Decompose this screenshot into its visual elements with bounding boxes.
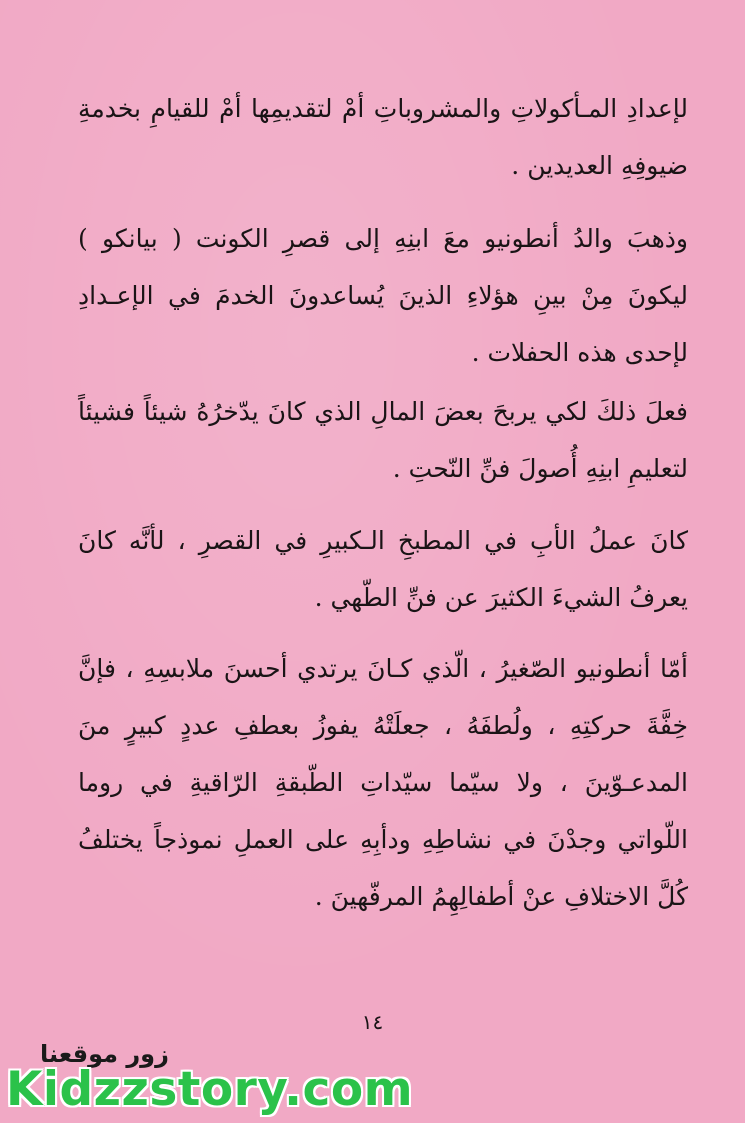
paragraph-1: لإعدادِ المـأكولاتِ والمشروباتِ أمْ لتقديمِها أمْ للقيامِ بخدمةِ ضيوفِهِ العديدين . (78, 94, 688, 180)
paragraph-4: كانَ عملُ الأبِ في المطبخِ الـكبيرِ في القصرِ ، لأنَّه كانَ يعرفُ الشيءَ الكثيرَ عن فنِّ الطّهي . (78, 526, 688, 612)
page-number: ١٤ (361, 1010, 384, 1034)
watermark-site-logo: Kidzzstory.com (6, 1062, 414, 1117)
paragraph-5: أمّا أنطونيو الصّغيرُ ، الّذي كـانَ يرتدي أحسنَ ملابسِهِ ، فإنَّ خِفَّةَ حركتِهِ ، ولُطفَهُ ، جعلَتْهُ يفوزُ بعطفِ عددٍ كبيرٍ منَ المدعـوّينَ ، ولا سيّما سيّداتِ الطّبقةِ الرّاقيةِ في روما اللّواتي وجدْنَ في نشاطِهِ ودأبِهِ على العملِ نموذجاً يختلفُ كُلَّ الاختلافِ عنْ أطفالِهِمُ المرفّهينَ . (78, 654, 688, 911)
paragraph-3: فعلَ ذلكَ لكي يربحَ بعضَ المالِ الذي كانَ يدّخرُهُ شيئاً فشيئاً لتعليمِ ابنِهِ أُصولَ فنِّ النّحتِ . (78, 397, 688, 483)
paragraph-2: وذهبَ والدُ أنطونيو معَ ابنِهِ إلى قصرِ الكونت ( بيانكو ) ليكونَ مِنْ بينِ هؤلاءِ الذينَ يُساعدونَ الخدمَ في الإعـدادِ لإحدى هذه الحفلات . (78, 224, 688, 367)
watermark-visit-text: زور موقعنا (40, 1040, 169, 1068)
